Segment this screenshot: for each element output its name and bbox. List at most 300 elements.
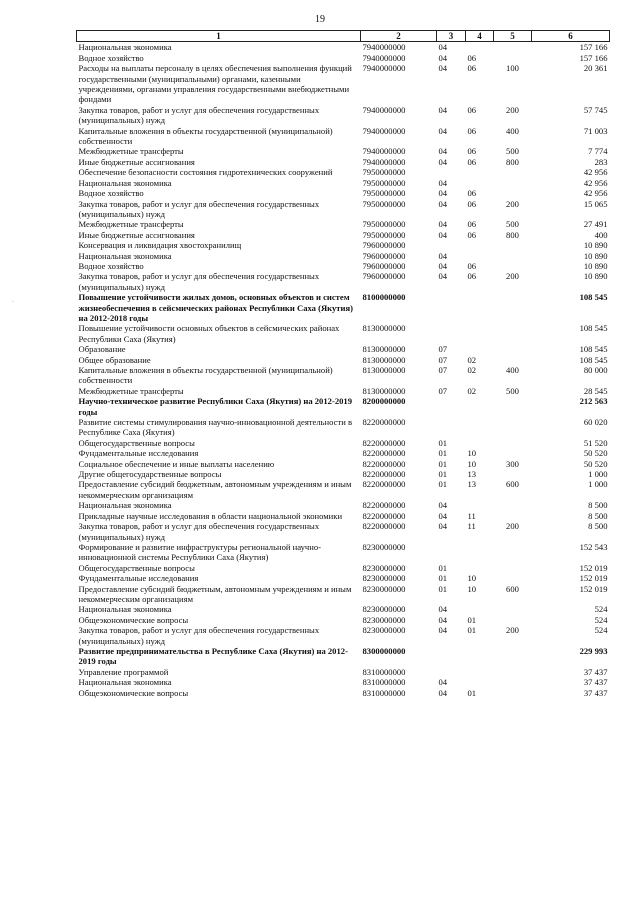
row-amount: 1 000	[588, 469, 608, 480]
row-code: 7940000000	[362, 125, 406, 136]
row-expense-type: 500	[506, 385, 519, 396]
row-code: 8230000000	[362, 541, 406, 552]
row-amount: 524	[594, 625, 608, 636]
row-name: Национальная экономика	[78, 250, 172, 261]
row-name: Развитие системы стимулирования научно-инновационной деятельности в Республике Саха (Якутия)	[78, 417, 353, 438]
row-subsection	[466, 604, 494, 614]
row-amount: 157 166	[579, 52, 608, 63]
table-row	[77, 167, 610, 177]
row-expense-type: 600	[506, 479, 519, 490]
row-subsection	[466, 240, 494, 250]
row-expense-type: 400	[506, 365, 519, 375]
row-name: Водное хозяйство	[78, 260, 144, 271]
table-row	[77, 323, 610, 344]
row-subsection	[466, 438, 494, 448]
table-row	[77, 271, 610, 292]
row-subsection: 10	[467, 448, 477, 459]
row-section	[437, 646, 466, 667]
row-expense-type: 500	[506, 146, 519, 157]
row-subsection: 06	[467, 271, 477, 282]
row-name: Общее образование	[78, 354, 151, 365]
table-row	[77, 157, 610, 167]
row-name: Закупка товаров, работ и услуг для обеспечения государственных (муниципальных) нужд	[78, 625, 320, 646]
row-subsection	[466, 178, 494, 188]
row-section: 04	[438, 104, 448, 115]
row-expense-type	[494, 292, 532, 323]
row-subsection	[466, 677, 494, 687]
row-amount: 37 437	[583, 677, 608, 688]
row-name: Обеспечение безопасности состояния гидротехнических сооружений	[78, 167, 333, 178]
row-expense-type	[494, 188, 532, 198]
table-row	[77, 604, 610, 614]
row-section: 04	[438, 614, 448, 625]
row-amount: 37 437	[583, 687, 608, 698]
row-expense-type: 200	[506, 625, 519, 636]
row-code: 7940000000	[362, 104, 406, 115]
row-code: 8130000000	[362, 323, 406, 334]
row-subsection: 13	[467, 469, 477, 480]
row-name: Общеэкономические вопросы	[78, 687, 189, 698]
row-amount: 42 956	[583, 188, 608, 199]
row-expense-type	[494, 448, 532, 458]
row-code: 8220000000	[362, 417, 406, 428]
row-section: 04	[438, 604, 448, 615]
row-expense-type: 800	[506, 156, 519, 167]
row-name: Иные бюджетные ассигнования	[78, 229, 195, 240]
row-expense-type	[494, 178, 532, 188]
row-amount: 108 545	[579, 323, 608, 334]
row-amount: 152 019	[579, 573, 608, 584]
row-expense-type	[494, 396, 532, 417]
row-code: 7940000000	[362, 146, 406, 157]
row-subsection	[466, 323, 494, 344]
row-section: 04	[438, 677, 448, 688]
row-name: Национальная экономика	[78, 677, 172, 688]
row-subsection: 06	[467, 260, 477, 271]
row-subsection: 06	[467, 104, 477, 115]
row-subsection	[466, 251, 494, 261]
row-section: 04	[438, 500, 448, 511]
row-expense-type	[494, 542, 532, 563]
row-expense-type: 300	[506, 458, 519, 469]
page-number: 19	[315, 14, 325, 25]
header-col-5: 5	[494, 31, 532, 42]
row-expense-type	[494, 500, 532, 510]
table-row	[77, 677, 610, 687]
row-amount: 152 019	[579, 562, 608, 573]
row-section: 07	[438, 385, 448, 396]
row-amount: 7 774	[588, 146, 608, 157]
row-subsection: 06	[467, 198, 477, 209]
row-code: 8300000000	[362, 645, 406, 656]
table-row	[77, 365, 610, 386]
row-expense-type: 200	[506, 271, 519, 282]
header-col-1: 1	[77, 31, 361, 42]
row-name: Общегосударственные вопросы	[78, 562, 195, 573]
table-row	[77, 42, 610, 53]
header-col-6: 6	[532, 31, 610, 42]
row-code: 8310000000	[362, 677, 406, 688]
row-name: Фундаментальные исследования	[78, 448, 199, 459]
row-subsection	[466, 417, 494, 438]
row-name: Капитальные вложения в объекты государственной (муниципальной) собственности	[78, 125, 333, 147]
row-amount: 524	[594, 604, 608, 615]
row-section: 04	[438, 63, 448, 74]
row-amount: 212 563	[579, 396, 608, 407]
row-name: Закупка товаров, работ и услуг для обеспечения государственных (муниципальных) нужд	[78, 271, 320, 292]
row-section: 01	[438, 469, 448, 480]
row-amount: 283	[594, 156, 608, 167]
row-amount: 157 166	[579, 42, 608, 53]
row-amount: 108 545	[579, 344, 608, 355]
row-code: 7960000000	[362, 240, 406, 251]
table-row	[77, 230, 610, 240]
row-code: 7950000000	[362, 167, 406, 178]
row-name: Предоставление субсидий бюджетным, автономным учреждениям и иным некоммерческим организациям	[78, 583, 352, 604]
row-code: 8100000000	[362, 292, 406, 303]
row-expense-type	[494, 167, 532, 177]
row-code: 8220000000	[362, 458, 406, 469]
row-code: 7950000000	[362, 229, 406, 240]
row-subsection: 01	[467, 687, 477, 698]
row-amount: 15 065	[583, 198, 608, 209]
row-code: 8230000000	[362, 562, 406, 573]
row-subsection: 10	[467, 458, 477, 469]
row-code: 8220000000	[362, 479, 406, 490]
row-code: 7950000000	[362, 219, 406, 230]
row-subsection	[466, 667, 494, 677]
row-subsection	[466, 167, 494, 177]
row-section: 01	[438, 479, 448, 490]
row-name: Расходы на выплаты персоналу в целях обеспечения выполнения функций государственными (муниципальными) органами, казенными учреждениями, органами управления государственными внебюджетными фондами	[78, 63, 352, 105]
row-code: 7950000000	[362, 188, 406, 199]
row-name: Социальное обеспечение и иные выплаты населению	[78, 458, 275, 469]
row-expense-type	[494, 615, 532, 625]
row-name: Фундаментальные исследования	[78, 573, 199, 584]
row-amount: 51 520	[583, 437, 608, 448]
table-row	[77, 396, 610, 417]
row-name: Национальная экономика	[78, 500, 172, 511]
row-expense-type: 400	[506, 125, 519, 136]
budget-table	[76, 30, 610, 698]
table-row	[77, 521, 610, 542]
row-section: 07	[438, 354, 448, 365]
row-code: 7960000000	[362, 260, 406, 271]
row-subsection: 11	[467, 521, 476, 532]
row-section: 04	[438, 687, 448, 698]
table-row	[77, 511, 610, 521]
row-amount: 10 890	[583, 260, 608, 271]
row-expense-type	[494, 688, 532, 698]
table-row	[77, 178, 610, 188]
row-section: 07	[438, 365, 448, 375]
row-expense-type: 600	[506, 583, 519, 594]
row-subsection: 13	[467, 479, 477, 490]
table-row	[77, 105, 610, 126]
row-amount: 20 361	[583, 63, 608, 74]
row-amount: 42 956	[583, 167, 608, 178]
row-section	[437, 667, 466, 677]
row-section: 04	[438, 52, 448, 63]
row-amount: 152 543	[579, 541, 608, 552]
row-subsection: 02	[467, 365, 477, 375]
table-row	[77, 469, 610, 479]
row-section	[437, 542, 466, 563]
row-expense-type	[494, 355, 532, 365]
row-section: 04	[438, 146, 448, 157]
row-amount: 8 500	[588, 500, 608, 511]
row-name: Капитальные вложения в объекты государственной (муниципальной) собственности	[78, 365, 333, 386]
table-row	[77, 646, 610, 667]
row-section: 01	[438, 573, 448, 584]
row-section	[437, 167, 466, 177]
row-expense-type	[494, 53, 532, 63]
row-amount: 80 000	[583, 365, 608, 375]
row-amount: 60 020	[583, 417, 608, 428]
row-name: Предоставление субсидий бюджетным, автономным учреждениям и иным некоммерческим организациям	[78, 479, 352, 500]
table-row	[77, 63, 610, 105]
row-section	[437, 417, 466, 438]
row-expense-type: 200	[506, 521, 519, 532]
row-subsection	[466, 542, 494, 563]
row-subsection: 01	[467, 625, 477, 636]
row-name: Межбюджетные трансферты	[78, 219, 184, 230]
row-section: 01	[438, 562, 448, 573]
row-section: 04	[438, 510, 448, 521]
row-code: 8200000000	[362, 396, 406, 407]
table-row	[77, 53, 610, 63]
table-row	[77, 240, 610, 250]
table-row	[77, 667, 610, 677]
row-subsection	[466, 396, 494, 417]
table-body	[77, 42, 610, 698]
row-name: Научно-техническое развитие Республики Саха (Якутия) на 2012-2019 годы	[78, 396, 353, 417]
table-row	[77, 199, 610, 220]
row-expense-type	[494, 42, 532, 53]
table-row	[77, 615, 610, 625]
row-name: Национальная экономика	[78, 42, 172, 53]
table-row	[77, 625, 610, 646]
table-row	[77, 438, 610, 448]
margin-mark: .	[12, 296, 14, 304]
row-section	[437, 240, 466, 250]
row-code: 7940000000	[362, 156, 406, 167]
row-section: 04	[438, 625, 448, 636]
row-subsection: 06	[467, 63, 477, 74]
row-section	[437, 292, 466, 323]
row-amount: 1 000	[588, 479, 608, 490]
row-amount: 28 545	[583, 385, 608, 396]
row-amount: 8 500	[588, 510, 608, 521]
row-name: Консервация и ликвидация хвостохранилищ	[78, 240, 242, 251]
row-section: 04	[438, 521, 448, 532]
row-code: 8220000000	[362, 521, 406, 532]
row-expense-type: 200	[506, 198, 519, 209]
row-amount: 71 003	[583, 125, 608, 136]
row-amount: 400	[594, 229, 608, 240]
row-subsection: 11	[467, 510, 476, 521]
row-code: 8230000000	[362, 614, 406, 625]
row-subsection: 06	[467, 219, 477, 230]
row-code: 7940000000	[362, 42, 406, 53]
row-section: 01	[438, 458, 448, 469]
row-name: Национальная экономика	[78, 177, 172, 188]
row-subsection: 01	[467, 614, 477, 625]
row-name: Водное хозяйство	[78, 52, 144, 63]
row-amount: 10 890	[583, 271, 608, 282]
row-amount: 37 437	[583, 666, 608, 677]
row-expense-type	[494, 240, 532, 250]
table-row	[77, 146, 610, 156]
row-section: 07	[438, 344, 448, 355]
row-code: 8230000000	[362, 573, 406, 584]
row-code: 7960000000	[362, 250, 406, 261]
row-amount: 108 545	[579, 292, 608, 303]
row-expense-type	[494, 469, 532, 479]
row-code: 8130000000	[362, 365, 406, 375]
row-subsection: 06	[467, 229, 477, 240]
row-expense-type	[494, 573, 532, 583]
row-amount: 42 956	[583, 177, 608, 188]
row-code: 7940000000	[362, 63, 406, 74]
row-expense-type	[494, 677, 532, 687]
row-name: Управление программой	[78, 666, 169, 677]
row-name: Общегосударственные вопросы	[78, 437, 195, 448]
header-col-3: 3	[437, 31, 466, 42]
row-expense-type: 100	[506, 63, 519, 74]
row-code: 8220000000	[362, 510, 406, 521]
row-expense-type	[494, 563, 532, 573]
row-section	[437, 396, 466, 417]
table-row	[77, 584, 610, 605]
row-name: Межбюджетные трансферты	[78, 385, 184, 396]
header-col-2: 2	[361, 31, 437, 42]
row-amount: 50 520	[583, 458, 608, 469]
table-row	[77, 386, 610, 396]
row-expense-type	[494, 511, 532, 521]
row-expense-type: 500	[506, 219, 519, 230]
table-row	[77, 292, 610, 323]
row-subsection	[466, 42, 494, 53]
row-section: 04	[438, 42, 448, 53]
row-subsection	[466, 563, 494, 573]
row-expense-type	[494, 438, 532, 448]
row-code: 8230000000	[362, 604, 406, 615]
table-row	[77, 500, 610, 510]
row-name: Иные бюджетные ассигнования	[78, 156, 195, 167]
row-name: Развитие предпринимательства в Республике Саха (Якутия) на 2012-2019 годы	[78, 645, 348, 667]
row-name: Общеэкономические вопросы	[78, 614, 189, 625]
row-subsection	[466, 646, 494, 667]
row-subsection: 10	[467, 583, 477, 594]
table-row	[77, 344, 610, 354]
row-code: 7950000000	[362, 198, 406, 209]
row-amount: 229 993	[579, 645, 608, 656]
row-section: 04	[438, 156, 448, 167]
row-amount: 10 890	[583, 240, 608, 251]
row-subsection: 02	[467, 354, 477, 365]
row-name: Другие общегосударственные вопросы	[78, 469, 222, 480]
row-section: 01	[438, 583, 448, 594]
table-header-row	[77, 31, 610, 42]
table-row	[77, 261, 610, 271]
row-section: 04	[438, 271, 448, 282]
row-expense-type	[494, 604, 532, 614]
table-row	[77, 126, 610, 147]
row-name: Повышение устойчивости основных объектов в сейсмических районах Республики Саха (Якутия)	[78, 323, 340, 344]
row-name: Закупка товаров, работ и услуг для обеспечения государственных (муниципальных) нужд	[78, 198, 320, 219]
row-code: 7960000000	[362, 271, 406, 282]
row-expense-type: 200	[506, 104, 519, 115]
row-code: 8130000000	[362, 354, 406, 365]
row-subsection: 06	[467, 125, 477, 136]
row-subsection: 06	[467, 146, 477, 157]
row-amount: 152 019	[579, 583, 608, 594]
row-subsection	[466, 344, 494, 354]
table-row	[77, 219, 610, 229]
table-row	[77, 573, 610, 583]
row-section: 04	[438, 219, 448, 230]
row-subsection: 06	[467, 52, 477, 63]
row-code: 8220000000	[362, 437, 406, 448]
row-name: Закупка товаров, работ и услуг для обеспечения государственных (муниципальных) нужд	[78, 104, 320, 126]
row-section: 04	[438, 250, 448, 261]
header-col-4: 4	[466, 31, 494, 42]
table-row	[77, 542, 610, 563]
row-amount: 27 491	[583, 219, 608, 230]
row-name: Образование	[78, 344, 126, 355]
row-expense-type	[494, 323, 532, 344]
row-section: 04	[438, 125, 448, 136]
row-expense-type	[494, 646, 532, 667]
row-amount: 10 890	[583, 250, 608, 261]
row-section: 04	[438, 260, 448, 271]
row-name: Прикладные научные исследования в области национальной экономики	[78, 510, 343, 521]
row-code: 8310000000	[362, 687, 406, 698]
row-name: Межбюджетные трансферты	[78, 146, 184, 157]
table-row	[77, 459, 610, 469]
row-subsection	[466, 500, 494, 510]
row-section: 04	[438, 188, 448, 199]
row-subsection: 10	[467, 573, 477, 584]
row-amount: 8 500	[588, 521, 608, 532]
table-row	[77, 417, 610, 438]
table-row	[77, 188, 610, 198]
row-section: 01	[438, 437, 448, 448]
row-section: 04	[438, 229, 448, 240]
row-expense-type	[494, 251, 532, 261]
row-expense-type	[494, 667, 532, 677]
table-row	[77, 251, 610, 261]
row-name: Закупка товаров, работ и услуг для обеспечения государственных (муниципальных) нужд	[78, 521, 320, 542]
row-amount: 108 545	[579, 354, 608, 365]
table-row	[77, 563, 610, 573]
row-code: 8130000000	[362, 385, 406, 396]
row-amount: 524	[594, 614, 608, 625]
row-code: 7950000000	[362, 177, 406, 188]
row-section: 04	[438, 198, 448, 209]
table-row	[77, 688, 610, 698]
row-code: 8220000000	[362, 500, 406, 511]
row-section: 04	[438, 177, 448, 188]
row-subsection: 02	[467, 385, 477, 396]
row-expense-type: 800	[506, 229, 519, 240]
row-code: 8130000000	[362, 344, 406, 355]
row-expense-type	[494, 417, 532, 438]
row-amount: 50 520	[583, 448, 608, 459]
row-code: 8230000000	[362, 583, 406, 594]
row-amount: 57 745	[583, 104, 608, 115]
